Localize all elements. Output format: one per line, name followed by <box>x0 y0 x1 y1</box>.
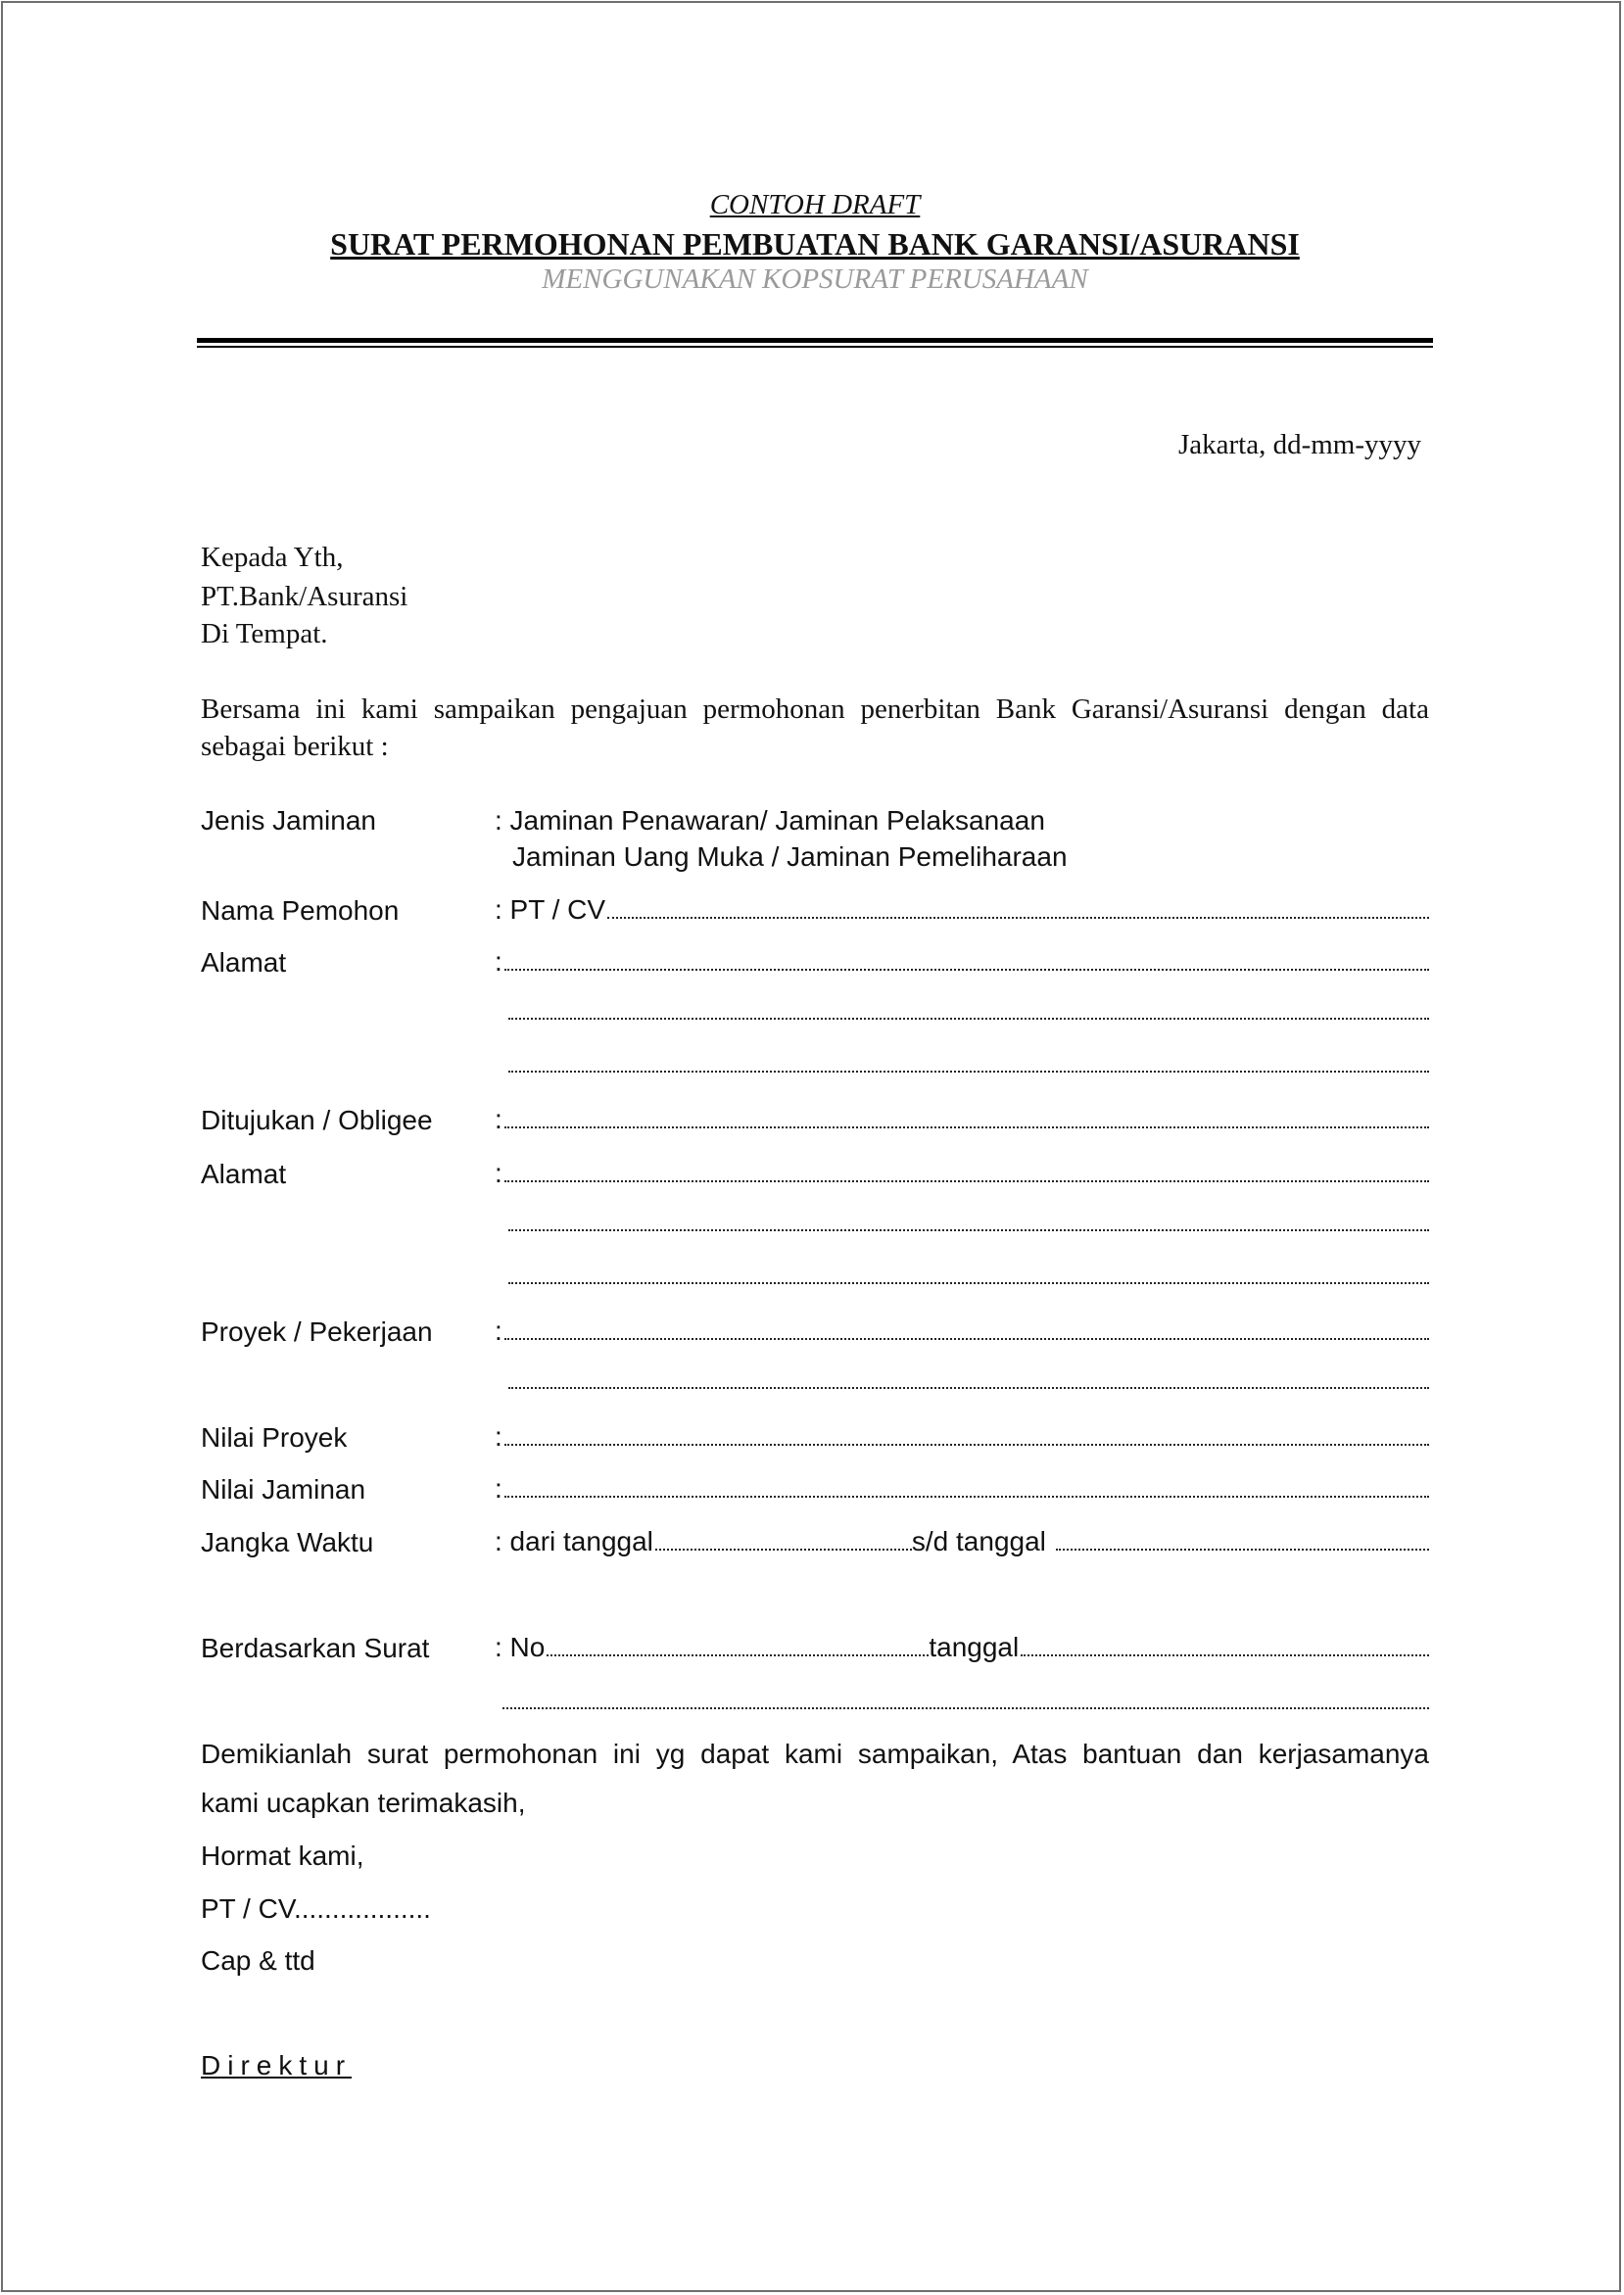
alamat-obligee-colon: : <box>495 1158 502 1188</box>
intro-paragraph: Bersama ini kami sampaikan pengajuan permohonan penerbitan Bank Garansi/Asuransi dengan data sebagai berikut : <box>201 693 1429 762</box>
closing-sentence-line-2: kami ucapkan terimakasih, <box>201 1788 526 1818</box>
nilai-jaminan-blank[interactable] <box>504 1476 1429 1498</box>
alamat-pemohon-blank-2[interactable] <box>508 998 1429 1020</box>
field-berdasarkan-surat-2[interactable] <box>502 1688 1429 1709</box>
jangka-waktu-middle: s/d tanggal <box>911 1526 1046 1556</box>
label-alamat-pemohon: Alamat <box>201 947 287 978</box>
ditujukan-colon: : <box>495 1104 502 1134</box>
label-nilai-proyek: Nilai Proyek <box>201 1422 348 1453</box>
field-nama-pemohon[interactable] <box>495 893 1429 927</box>
alamat-obligee-blank-1[interactable] <box>504 1161 1429 1182</box>
ditujukan-blank[interactable] <box>504 1107 1429 1128</box>
label-alamat-obligee: Alamat <box>201 1159 287 1189</box>
berdasarkan-blank-2[interactable] <box>502 1688 1429 1709</box>
field-nilai-jaminan[interactable] <box>495 1472 1429 1506</box>
alamat-pemohon-blank-3[interactable] <box>508 1051 1429 1073</box>
header-rule-thin <box>197 346 1433 348</box>
field-alamat-pemohon-1[interactable] <box>495 945 1429 979</box>
jangka-waktu-to-blank[interactable] <box>1056 1529 1429 1551</box>
letterhead-note: MENGGUNAKAN KOPSURAT PERUSAHAAN <box>542 263 1088 295</box>
recipient-line-2: PT.Bank/Asuransi <box>201 581 408 612</box>
draft-label: CONTOH DRAFT <box>709 189 921 220</box>
document-page <box>1 1 1621 2292</box>
alamat-pemohon-colon: : <box>495 946 502 977</box>
stamp-signature-note: Cap & ttd <box>201 1945 315 1976</box>
field-proyek-2[interactable] <box>508 1367 1429 1389</box>
jangka-waktu-prefix: : dari tanggal <box>495 1526 653 1556</box>
header-rule-thick <box>197 338 1433 343</box>
proyek-colon: : <box>495 1315 502 1346</box>
recipient-line-1: Kepada Yth, <box>201 542 344 573</box>
label-proyek: Proyek / Pekerjaan <box>201 1316 433 1347</box>
nama-pemohon-prefix: : PT / CV <box>495 894 606 925</box>
jangka-waktu-from-blank[interactable] <box>655 1529 912 1551</box>
label-nama-pemohon: Nama Pemohon <box>201 895 400 926</box>
nama-pemohon-blank[interactable] <box>607 897 1429 919</box>
label-ditujukan: Ditujukan / Obligee <box>201 1105 433 1135</box>
field-alamat-obligee-1[interactable] <box>495 1157 1429 1190</box>
company-line: PT / CV.................. <box>201 1893 431 1924</box>
proyek-blank-2[interactable] <box>508 1367 1429 1389</box>
label-jenis-jaminan: Jenis Jaminan <box>201 805 376 836</box>
field-berdasarkan-surat-1[interactable] <box>495 1631 1429 1664</box>
nilai-proyek-blank[interactable] <box>504 1424 1429 1446</box>
proyek-blank-1[interactable] <box>504 1318 1429 1340</box>
label-berdasarkan-surat: Berdasarkan Surat <box>201 1633 430 1663</box>
nilai-proyek-colon: : <box>495 1421 502 1452</box>
closing-sentence-line-1: Demikianlah surat permohonan ini yg dapat kami sampaikan, Atas bantuan dan kerjasamanya <box>201 1739 1429 1769</box>
field-ditujukan[interactable] <box>495 1103 1429 1136</box>
signatory-position: Direktur <box>201 2050 353 2080</box>
berdasarkan-tanggal-blank[interactable] <box>1021 1635 1429 1656</box>
alamat-pemohon-blank-1[interactable] <box>504 949 1429 971</box>
field-alamat-obligee-2[interactable] <box>508 1210 1429 1231</box>
field-nilai-proyek[interactable] <box>495 1420 1429 1454</box>
berdasarkan-middle: tanggal <box>929 1632 1020 1662</box>
berdasarkan-no-blank[interactable] <box>547 1635 929 1656</box>
nilai-jaminan-colon: : <box>495 1473 502 1504</box>
letter-title: SURAT PERMOHONAN PEMBUATAN BANK GARANSI/ASURANSI <box>330 226 1300 262</box>
field-alamat-pemohon-2[interactable] <box>508 998 1429 1020</box>
recipient-line-3: Di Tempat. <box>201 618 328 649</box>
alamat-obligee-blank-2[interactable] <box>508 1210 1429 1231</box>
berdasarkan-prefix: : No <box>495 1632 546 1662</box>
field-alamat-pemohon-3[interactable] <box>508 1051 1429 1073</box>
field-proyek-1[interactable] <box>495 1315 1429 1348</box>
jenis-jaminan-line-2: Jaminan Uang Muka / Jaminan Pemeliharaan <box>512 841 1068 872</box>
label-nilai-jaminan: Nilai Jaminan <box>201 1474 366 1505</box>
regards: Hormat kami, <box>201 1841 364 1871</box>
jenis-jaminan-line-1: : Jaminan Penawaran/ Jaminan Pelaksanaan <box>495 805 1045 836</box>
field-jangka-waktu[interactable] <box>495 1525 1429 1558</box>
alamat-obligee-blank-3[interactable] <box>508 1263 1429 1284</box>
label-jangka-waktu: Jangka Waktu <box>201 1527 374 1557</box>
place-date: Jakarta, dd-mm-yyyy <box>1177 429 1421 460</box>
field-alamat-obligee-3[interactable] <box>508 1263 1429 1284</box>
